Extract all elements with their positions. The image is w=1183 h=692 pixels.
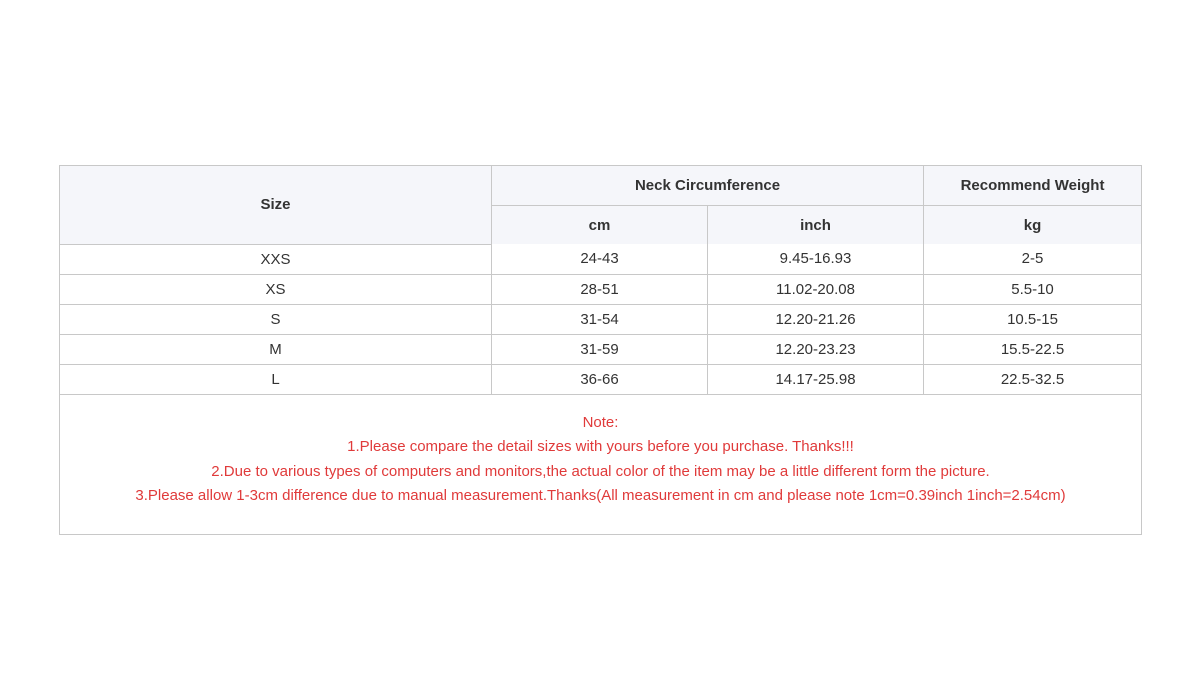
cell-inch: 11.02-20.08 [708, 274, 924, 304]
cell-cm: 28-51 [492, 274, 708, 304]
table-row [60, 364, 1142, 394]
cell-inch: 12.20-21.26 [708, 304, 924, 334]
table-row [60, 334, 1142, 364]
header-row-1 [60, 166, 1142, 206]
table-row [60, 244, 1142, 274]
cell-cm: 36-66 [492, 364, 708, 394]
cell-kg: 22.5-32.5 [924, 364, 1142, 394]
cell-kg: 10.5-15 [924, 304, 1142, 334]
cell-cm: 31-59 [492, 334, 708, 364]
cell-inch: 12.20-23.23 [708, 334, 924, 364]
cell-size: XS [60, 274, 492, 304]
cell-cm: 24-43 [492, 244, 708, 274]
header-size: Size [60, 166, 492, 245]
header-unit-cm: cm [492, 206, 708, 245]
cell-size: S [60, 304, 492, 334]
note-line-1: 1.Please compare the detail sizes with yours before you purchase. Thanks!!! [347, 438, 854, 455]
size-chart-table [59, 165, 1142, 535]
cell-kg: 5.5-10 [924, 274, 1142, 304]
note-line-2: 2.Due to various types of computers and monitors,the actual color of the item may be a little different form the picture. [211, 462, 990, 480]
cell-cm: 31-54 [492, 304, 708, 334]
notes-cell [60, 394, 1142, 534]
header-neck-circumference: Neck Circumference [492, 166, 924, 206]
header-unit-kg: kg [924, 206, 1142, 245]
cell-kg: 2-5 [924, 244, 1142, 274]
header-unit-inch: inch [708, 206, 924, 245]
cell-size: M [60, 334, 492, 364]
note-title: Note: [582, 413, 619, 431]
cell-inch: 14.17-25.98 [708, 364, 924, 394]
table-row [60, 274, 1142, 304]
table-row [60, 304, 1142, 334]
notes-row [60, 394, 1142, 534]
cell-size: L [60, 364, 492, 394]
cell-kg: 15.5-22.5 [924, 334, 1142, 364]
cell-size: XXS [60, 244, 492, 274]
header-recommend-weight: Recommend Weight [924, 166, 1142, 206]
note-line-3: 3.Please allow 1-3cm difference due to manual measurement.Thanks(All measurement in cm and please note 1cm=0.39inch 1inch=2.54cm) [135, 487, 1066, 504]
cell-inch: 9.45-16.93 [708, 244, 924, 274]
